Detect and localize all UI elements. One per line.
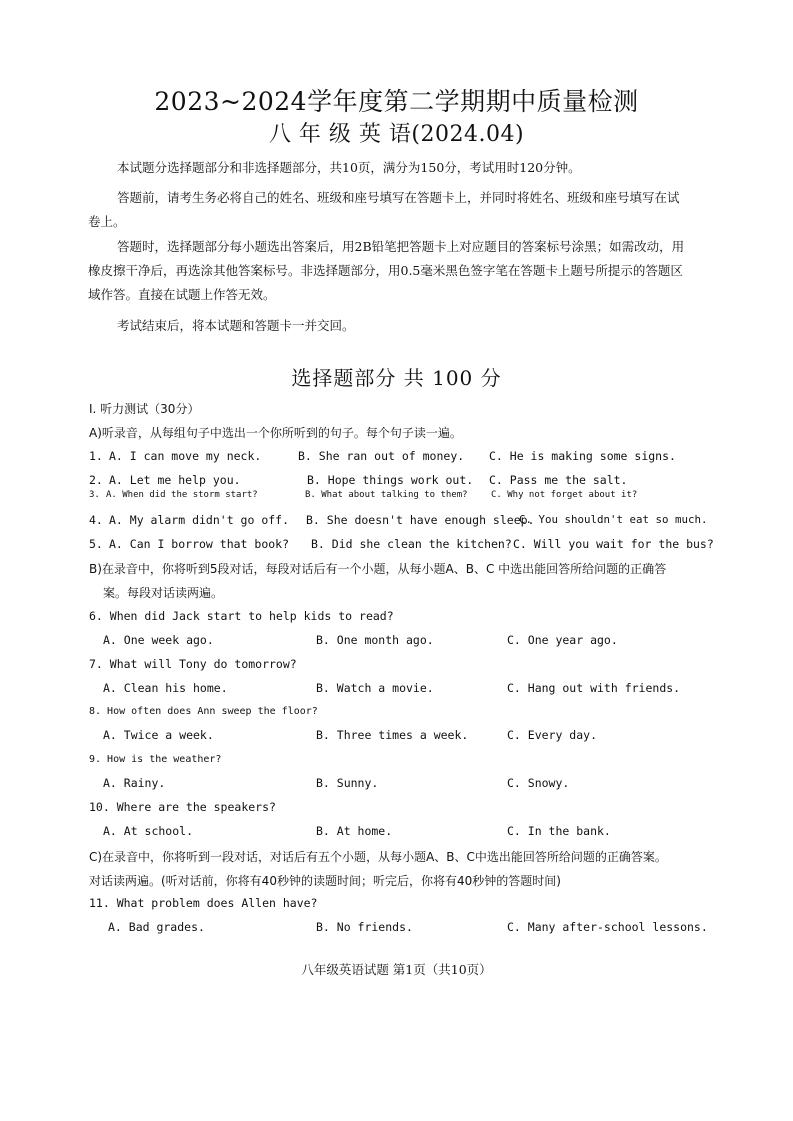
question-text: 11. What problem does Allen have? bbox=[89, 896, 318, 910]
option-c: C. Every day. bbox=[507, 728, 598, 742]
option-b: B. One month ago. bbox=[316, 633, 434, 647]
instruction-paragraph-4: 考试结束后，将本试题和答题卡一并交回。 bbox=[117, 318, 355, 333]
question-number: 4. bbox=[89, 513, 103, 527]
option-c: C. You shouldn't eat so much. bbox=[519, 513, 708, 526]
page-footer: 八年级英语试题 第1页（共10页） bbox=[301, 962, 492, 977]
option-a: A. Can I borrow that book? bbox=[109, 537, 290, 551]
option-a: A. At school. bbox=[103, 824, 194, 838]
question-number: 3. bbox=[89, 490, 100, 500]
option-b: B. She ran out of money. bbox=[298, 449, 465, 463]
option-c: C. In the bank. bbox=[507, 824, 611, 838]
option-c: C. Why not forget about it? bbox=[491, 490, 638, 500]
option-a: A. My alarm didn't go off. bbox=[109, 513, 290, 527]
instruction-paragraph-1: 本试题分选择题部分和非选择题部分，共10页，满分为150分，考试用时120分钟。 bbox=[117, 160, 581, 175]
instruction-paragraph-3-line-2: 橡皮擦干净后，再选涂其他答案标号。非选择题部分，用0.5毫米黑色签字笔在答题卡上题号所提示的答题区 bbox=[88, 263, 683, 278]
option-a: A. Rainy. bbox=[103, 776, 166, 790]
part-a-instruction: A)听录音，从每组句子中选出一个你所听到的句子。每个句子读一遍。 bbox=[89, 426, 462, 440]
part-b-instruction-line-2: 案。每段对话读两遍。 bbox=[103, 586, 224, 600]
option-b: B. What about talking to them? bbox=[305, 490, 468, 500]
question-text: 6. When did Jack start to help kids to read? bbox=[89, 609, 394, 623]
instruction-paragraph-3-line-3: 域作答。直接在试题上作答无效。 bbox=[88, 287, 276, 302]
exam-subtitle: 八 年 级 英 语(2024.04) bbox=[268, 122, 525, 147]
option-c: C. Many after-school lessons. bbox=[507, 920, 708, 934]
option-c: C. Hang out with friends. bbox=[507, 681, 681, 695]
option-a: A. Twice a week. bbox=[103, 728, 214, 742]
question-number: 1. bbox=[89, 449, 103, 463]
question-text: 7. What will Tony do tomorrow? bbox=[89, 657, 297, 671]
question-text: 9. How is the weather? bbox=[89, 754, 222, 765]
option-a: A. When did the storm start? bbox=[106, 490, 258, 500]
option-a: A. I can move my neck. bbox=[109, 449, 262, 463]
exam-title: 2023~2024学年度第二学期期中质量检测 bbox=[154, 87, 639, 116]
option-b: B. Watch a movie. bbox=[316, 681, 434, 695]
question-text: 8. How often does Ann sweep the floor? bbox=[89, 706, 318, 717]
option-b: B. At home. bbox=[316, 824, 393, 838]
option-b: B. Sunny. bbox=[316, 776, 379, 790]
option-b: B. Three times a week. bbox=[316, 728, 469, 742]
option-c: C. Will you wait for the bus? bbox=[513, 537, 714, 551]
option-a: A. Clean his home. bbox=[103, 681, 228, 695]
option-c: C. Snowy. bbox=[507, 776, 570, 790]
instruction-paragraph-2-line-1: 答题前，请考生务必将自己的姓名、班级和座号填写在答题卡上，并同时将姓名、班级和座号填写在试 bbox=[117, 190, 680, 205]
option-a: A. Let me help you. bbox=[109, 473, 241, 487]
option-c: C. He is making some signs. bbox=[489, 449, 676, 463]
option-b: B. She doesn't have enough sleep. bbox=[306, 513, 535, 527]
option-c: C. Pass me the salt. bbox=[489, 473, 628, 487]
part-c-instruction-line-2: 对话读两遍。(听对话前，你将有40秒钟的读题时间；听完后，你将有40秒钟的答题时间) bbox=[89, 874, 561, 888]
option-c: C. One year ago. bbox=[507, 633, 618, 647]
instruction-paragraph-3-line-1: 答题时，选择题部分每小题选出答案后，用2B铅笔把答题卡上对应题目的答案标号涂黑；如需改动，用 bbox=[117, 239, 685, 254]
option-a: A. One week ago. bbox=[103, 633, 214, 647]
option-b: B. No friends. bbox=[316, 920, 413, 934]
option-b: B. Hope things work out. bbox=[307, 473, 474, 487]
question-text: 10. Where are the speakers? bbox=[89, 800, 276, 814]
instruction-paragraph-2-line-2: 卷上。 bbox=[88, 214, 126, 229]
section-title: 选择题部分 共 100 分 bbox=[291, 366, 502, 390]
listening-heading: I. 听力测试（30分） bbox=[89, 402, 200, 416]
part-c-instruction-line-1: C)在录音中，你将听到一段对话，对话后有五个小题，从每小题A、B、C中选出能回答所给问题的正确答案。 bbox=[89, 850, 667, 864]
part-b-instruction-line-1: B)在录音中，你将听到5段对话，每段对话后有一个小题，从每小题A、B、C 中选出能回答所给问题的正确答 bbox=[89, 562, 667, 576]
question-number: 2. bbox=[89, 473, 103, 487]
question-number: 5. bbox=[89, 537, 103, 551]
option-b: B. Did she clean the kitchen? bbox=[311, 537, 512, 551]
option-a: A. Bad grades. bbox=[108, 920, 205, 934]
